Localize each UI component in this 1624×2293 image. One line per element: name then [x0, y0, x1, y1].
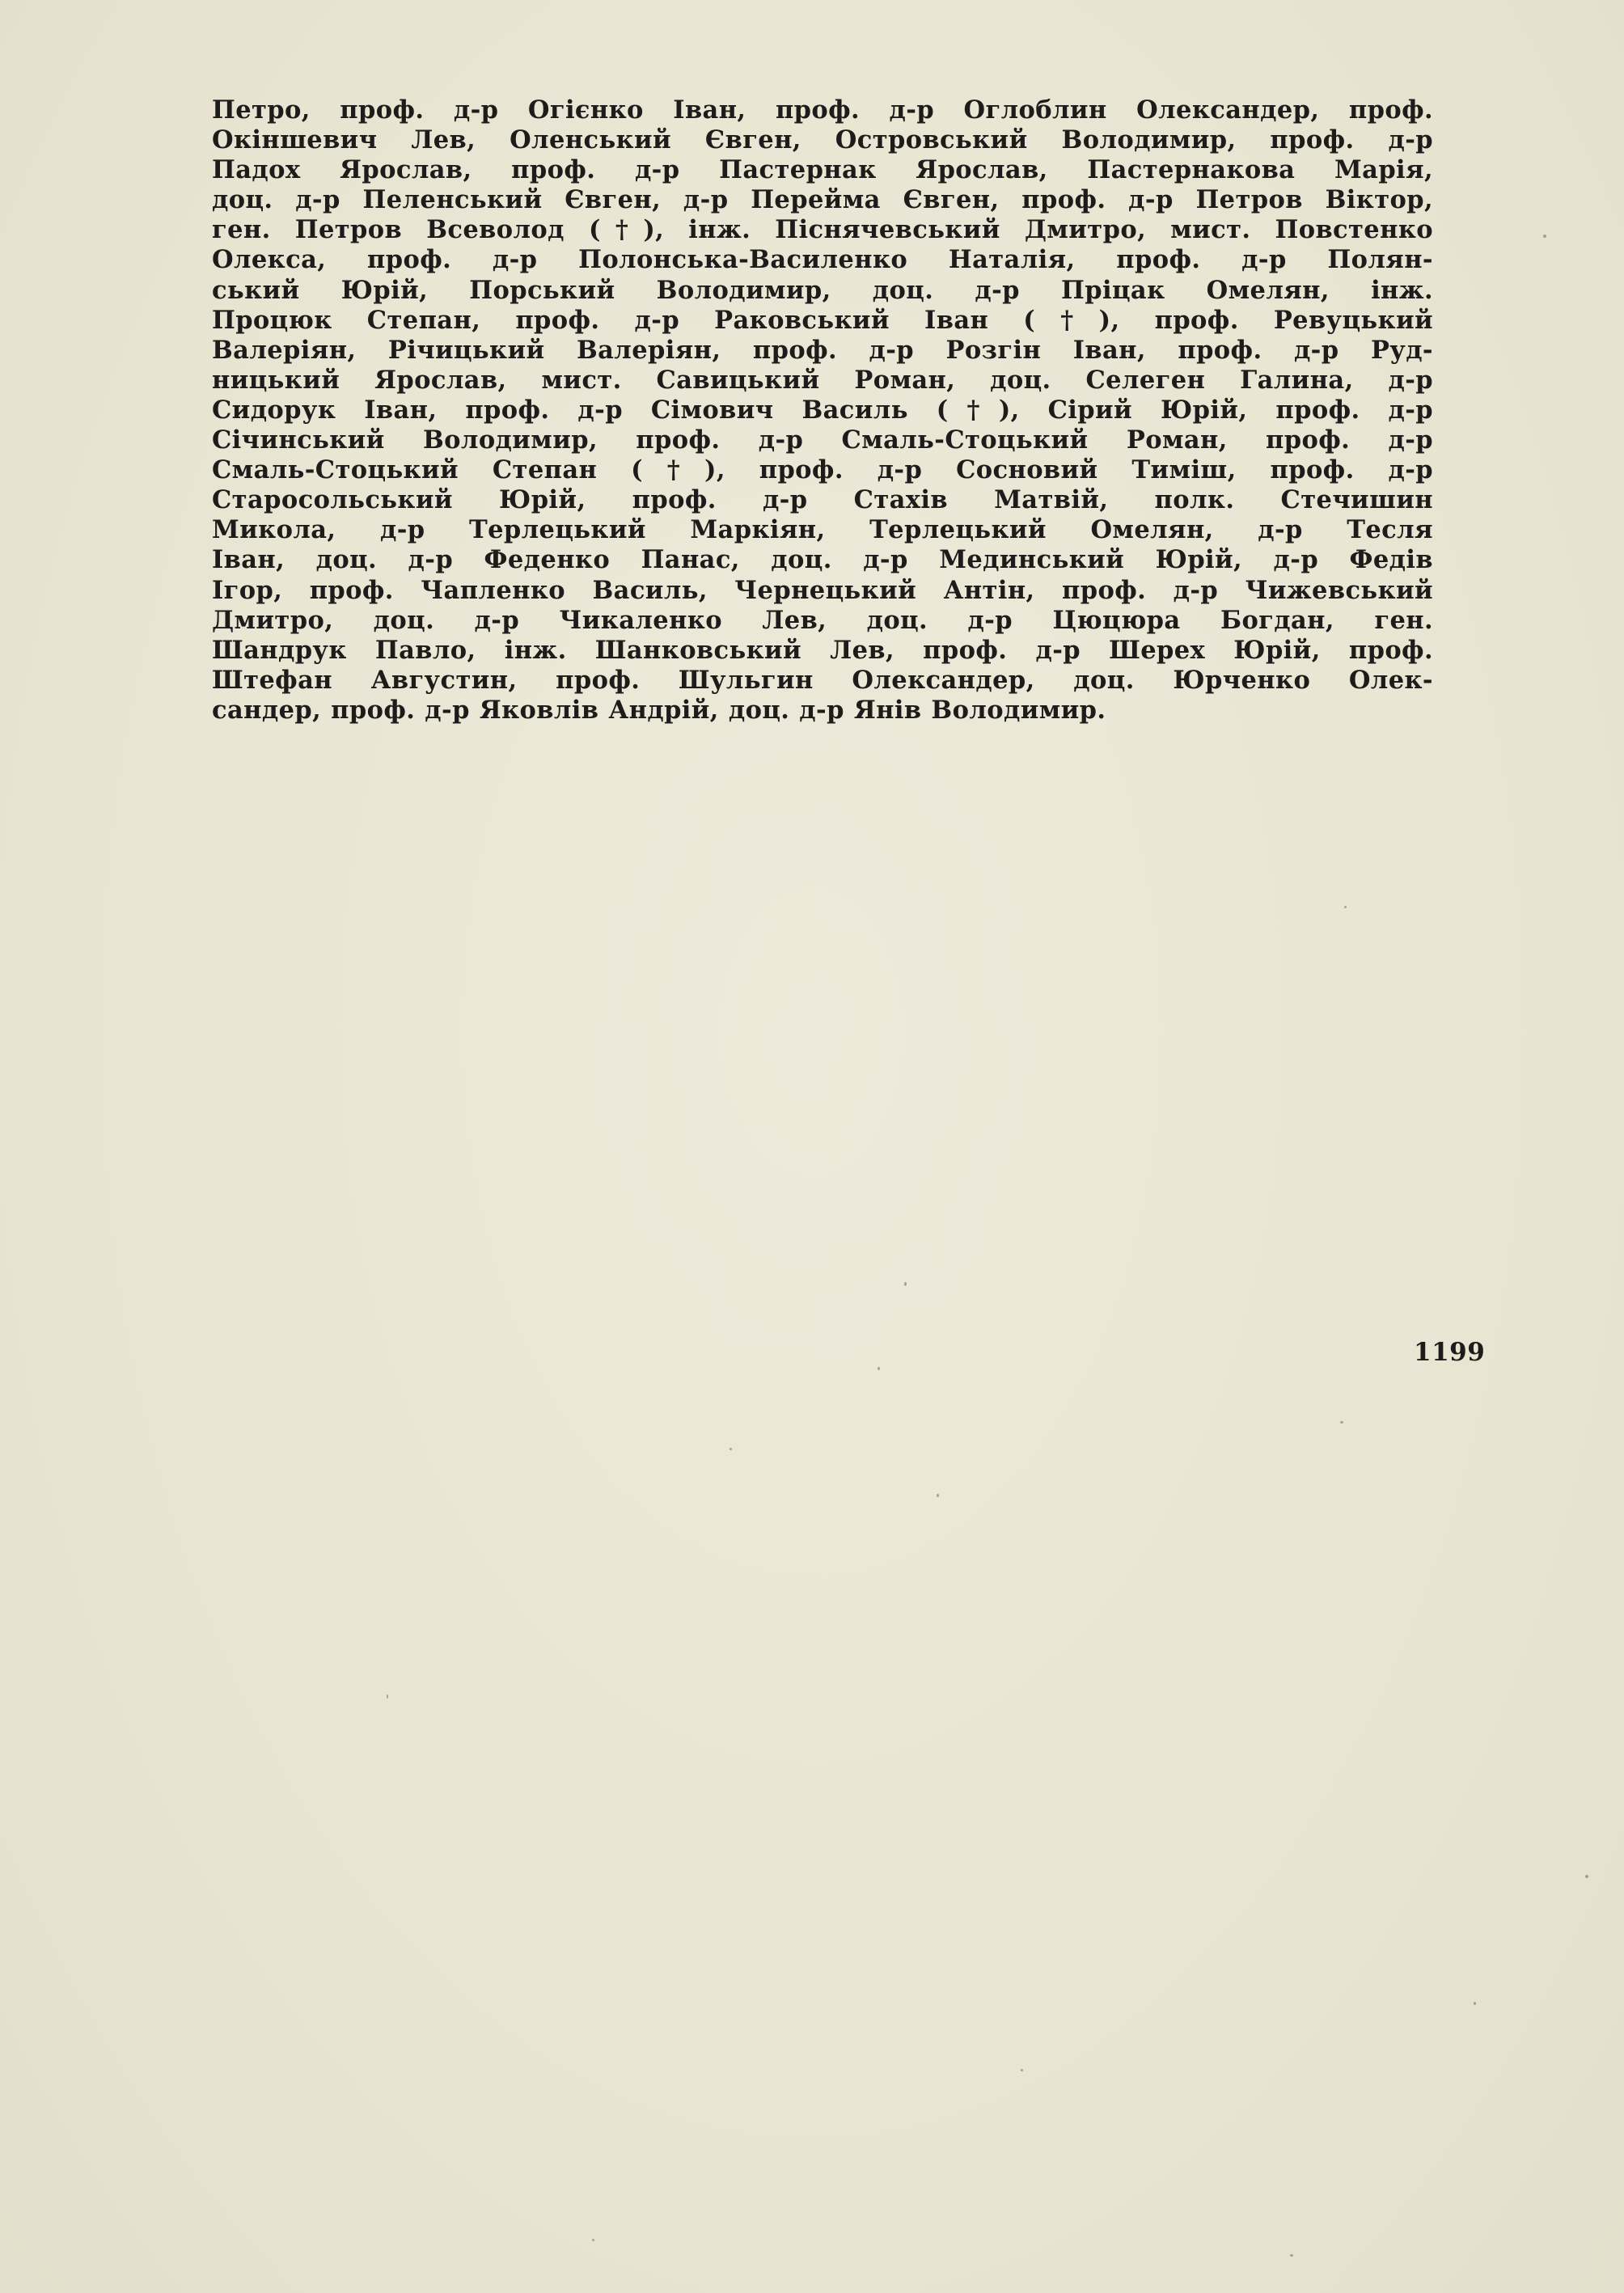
text-line: доц. д-р Пеленський Євген, д-р Перейма Євген, проф. д-р Петров Віктор, — [212, 185, 1433, 215]
names-list-text — [212, 95, 1433, 726]
text-line: Микола, д-р Терлецький Маркіян, Терлецький Омелян, д-р Тесля — [212, 515, 1433, 545]
paper-speck — [878, 1367, 880, 1370]
text-line: Штефан Августин, проф. Шульгин Олександер, доц. Юрченко Олек- — [212, 665, 1433, 695]
paper-speck — [904, 1282, 907, 1286]
paper-speck — [937, 1494, 939, 1497]
paper-speck — [1340, 1421, 1343, 1424]
paper-speck — [1543, 235, 1546, 238]
text-line: Ігор, проф. Чапленко Василь, Чернецький Антін, проф. д-р Чижевський — [212, 575, 1433, 605]
paper-speck — [1290, 2254, 1293, 2257]
text-line: Дмитро, доц. д-р Чикаленко Лев, доц. д-р Цюцюра Богдан, ген. — [212, 605, 1433, 635]
text-line: Старосольський Юрій, проф. д-р Стахів Матвій, полк. Стечишин — [212, 485, 1433, 515]
paper-speck — [1585, 1875, 1588, 1878]
text-line: Падох Ярослав, проф. д-р Пастернак Ярослав, Пастернакова Марія, — [212, 155, 1433, 185]
text-line: Смаль-Стоцький Степан (†), проф. д-р Сосновий Тиміш, проф. д-р — [212, 455, 1433, 485]
text-line: Січинський Володимир, проф. д-р Смаль-Стоцький Роман, проф. д-р — [212, 425, 1433, 455]
paper-speck — [1021, 2069, 1023, 2071]
text-line: Процюк Степан, проф. д-р Раковський Іван (†), проф. Ревуцький — [212, 305, 1433, 335]
paper-speck — [592, 2239, 594, 2241]
paper-speck — [730, 1448, 732, 1450]
text-line: Окіншевич Лев, Оленський Євген, Островський Володимир, проф. д-р — [212, 125, 1433, 155]
text-line: Сидорук Іван, проф. д-р Сімович Василь (†), Сірий Юрій, проф. д-р — [212, 395, 1433, 425]
text-line: сандер, проф. д-р Яковлів Андрій, доц. д-р Янів Володимир. — [212, 695, 1106, 725]
text-line: Валеріян, Річицький Валеріян, проф. д-р Розгін Іван, проф. д-р Руд- — [212, 335, 1433, 365]
paper-speck — [1344, 906, 1347, 908]
page-number: 1199 — [1414, 1338, 1486, 1367]
text-line: Петро, проф. д-р Огієнко Іван, проф. д-р Оглоблин Олександер, проф. — [212, 95, 1433, 125]
paper-speck — [387, 1694, 388, 1699]
paper-speck — [1474, 2002, 1476, 2005]
text-line: ген. Петров Всеволод (†), інж. Піснячевський Дмитро, мист. Повстенко — [212, 215, 1433, 245]
text-line: ницький Ярослав, мист. Савицький Роман, доц. Селеген Галина, д-р — [212, 365, 1433, 395]
text-line: Олекса, проф. д-р Полонська-Василенко Наталія, проф. д-р Полян- — [212, 245, 1433, 275]
text-line: Шандрук Павло, інж. Шанковський Лев, проф. д-р Шерех Юрій, проф. — [212, 635, 1433, 665]
text-line: Іван, доц. д-р Феденко Панас, доц. д-р Мединський Юрій, д-р Федів — [212, 545, 1433, 575]
text-line: ський Юрій, Порський Володимир, доц. д-р Пріцак Омелян, інж. — [212, 275, 1433, 305]
